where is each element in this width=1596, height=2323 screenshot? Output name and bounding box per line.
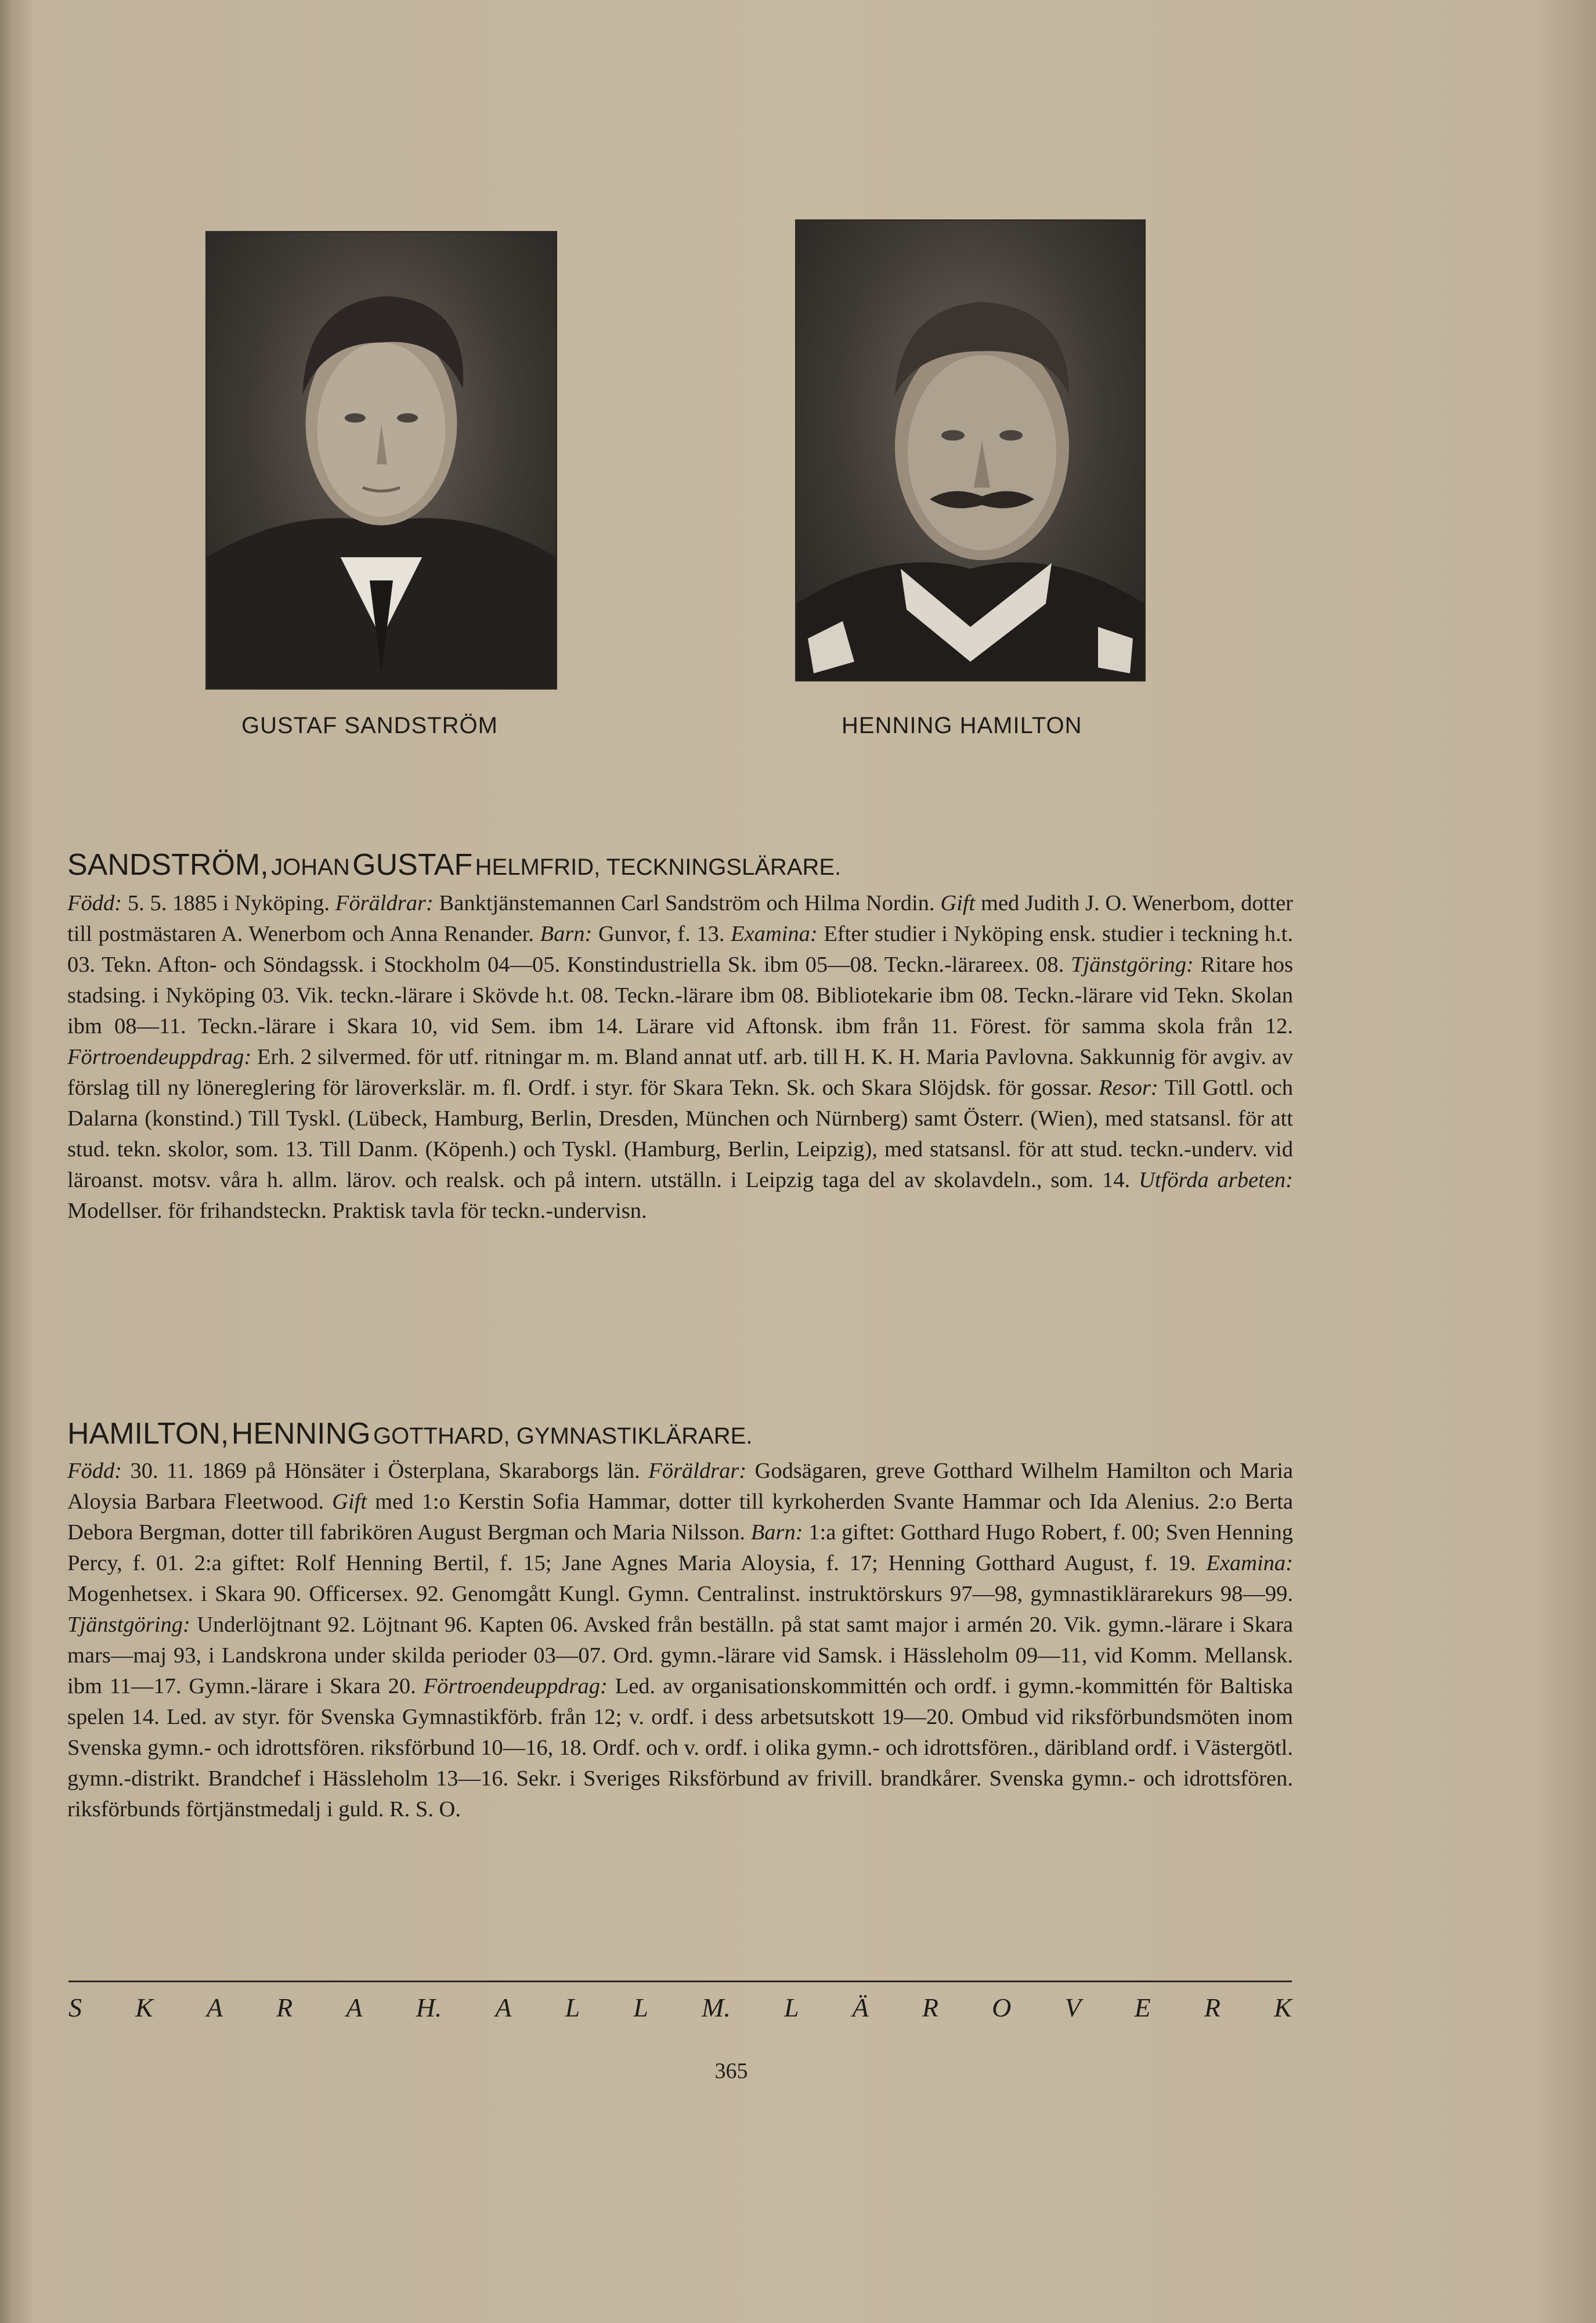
field-text: Erh. 2 silvermed. för utf. ritningar m. m. Bland annat utf. arb. till H. K. H. Maria Pavlovna. Sakkunnig för avgiv. av förslag till ny lönereglering för läroverkslär. m. fl. Ordf. i styr. för Skara Tekn. Sk. och Skara Slöjdsk. för gossar. xyxy=(67,1045,1293,1100)
field-label: Gift xyxy=(940,891,976,915)
field-text: Efter studier i Nyköping ensk. studier i teckning h.t. 03. Tekn. Afton- och Söndagssk. i Stockholm 04—05. Konstindustriella Sk. ibm 05—08. Teckn.-lärareex. 08. xyxy=(67,922,1294,977)
entry-body-sandstrom xyxy=(67,888,1293,1227)
footer-letter: R xyxy=(1204,1993,1221,2022)
field-label: Förtroendeuppdrag: xyxy=(423,1674,608,1698)
entry-heading-hamilton xyxy=(67,1416,752,1451)
portrait-photo-sandstrom xyxy=(205,231,557,690)
field-text: med 1:o Kerstin Sofia Hammar, dotter till kyrkoherden Svante Hammar och Ida Alenius. 2:o Berta Debora Bergman, dotter till fabrikören August Bergman och Maria Nilsson. xyxy=(67,1489,1293,1545)
field-label: Utförda arbeten: xyxy=(1139,1168,1293,1192)
portrait-photo-hamilton xyxy=(795,219,1146,681)
field-label: Examina: xyxy=(731,922,818,946)
field-text: Led. av organisationskommittén och ordf. i gymn.-kommittén för Baltiska spelen 14. Led. av styr. för Svenska Gymnastikförb. från 12; v. ordf. i dess arbetsutskott 19—20. Ombud vid riksförbundsmöten inom Svenska gymn.- och idrottsfören. riksförbund 10—16, 18. Ordf. och v. ordf. i olika gymn.- och idrottsfören., däribland ordf. i Västergötl. gymn.-distrikt. Brandchef i Hässleholm 13—16. Sekr. i Sveriges Riksförbund av frivill. brandkårer. Svenska gymn.- och idrottsfören. riksförbunds förtjänstmedalj i guld. R. S. O. xyxy=(67,1674,1293,1821)
entry-surname: SANDSTRÖM, xyxy=(67,848,269,882)
field-label: Född: xyxy=(67,891,122,915)
field-text: 5. 5. 1885 i Nyköping. xyxy=(122,891,335,915)
entry-given-name: HENNING xyxy=(231,1417,371,1451)
field-label: Barn: xyxy=(750,1520,803,1545)
footer-letter: Ä xyxy=(852,1993,869,2022)
footer-letter: H. xyxy=(416,1993,442,2022)
footer-rule xyxy=(68,1981,1292,1982)
footer-letter: L xyxy=(783,1993,799,2022)
field-text: 30. 11. 1869 på Hönsäter i Österplana, Skaraborgs län. xyxy=(122,1459,649,1483)
field-label: Resor: xyxy=(1099,1076,1158,1100)
photo-caption-right: HENNING HAMILTON xyxy=(842,713,1082,738)
footer-letter: A xyxy=(495,1993,512,2022)
field-text: 1:a giftet: Gotthard Hugo Robert, f. 00; Sven Henning Percy, f. 01. 2:a giftet: Rolf Henning Bertil, f. 15; Jane Agnes Maria Aloysia, f. 17; Henning Gotthard August, f. 19. xyxy=(67,1520,1293,1575)
field-text: med Judith J. O. Wenerbom, dotter till postmästaren A. Wenerbom och Anna Renander. xyxy=(67,891,1293,946)
field-text: Till Gottl. och Dalarna (konstind.) Till Tyskl. (Lübeck, Hamburg, Berlin, Dresden, München och Nürnberg) samt Österr. (Wien), med statsansl. för att stud. tekn. skolor, som. 13. Till Danm. (Köpenh.) och Tyskl. (Hamburg, Berlin, Leipzig), med statsansl. för att stud. teckn.-underv. vid läroanst. motsv. våra h. allm. lärov. och realsk. och på intern. utställn. i Leipzig taga del av skolavdeln., som. 14. xyxy=(67,1076,1293,1192)
field-text: Banktjänstemannen Carl Sandström och Hilma Nordin. xyxy=(433,891,941,915)
field-label: Barn: xyxy=(540,922,593,946)
field-label: Född: xyxy=(67,1459,122,1483)
entry-given-name: JOHAN xyxy=(271,854,350,880)
entry-given-name: GUSTAF xyxy=(352,848,473,882)
footer-letter: E xyxy=(1134,1993,1151,2022)
field-text: Gunvor, f. 13. xyxy=(592,922,731,946)
footer-letter: M. xyxy=(702,1993,731,2022)
footer-letter: S xyxy=(68,1993,82,2022)
footer-letter: L xyxy=(633,1993,648,2022)
footer-letter: A xyxy=(346,1993,363,2022)
footer-letter: K xyxy=(135,1993,153,2022)
footer-letter: K xyxy=(1274,1993,1292,2022)
field-label: Tjänstgöring: xyxy=(67,1613,190,1637)
footer-letter: R xyxy=(276,1993,293,2022)
entry-heading-sandstrom xyxy=(67,847,841,882)
field-label: Förtroendeuppdrag: xyxy=(67,1045,252,1069)
footer-letter: O xyxy=(992,1993,1012,2022)
photo-caption-left: GUSTAF SANDSTRÖM xyxy=(241,713,498,738)
field-text: Godsägaren, greve Gotthard Wilhelm Hamilton och Maria Aloysia Barbara Fleetwood. xyxy=(67,1459,1293,1514)
footer-letter: R xyxy=(922,1993,938,2022)
footer-letter: A xyxy=(206,1993,223,2022)
field-label: Föräldrar: xyxy=(648,1459,747,1483)
field-text: Ritare hos stadsing. i Nyköping 03. Vik. teckn.-lärare i Skövde h.t. 08. Teckn.-lärare ibm 08. Bibliotekarie ibm 08. Teckn.-lärare vid Tekn. Skolan ibm 08—11. Teckn.-lärare i Skara 10, vid Sem. ibm 14. Lärare vid Aftonsk. ibm från 11. Förest. för samma skola från 12. xyxy=(67,953,1293,1038)
field-text: Modellser. för frihandsteckn. Praktisk tavla för teckn.-undervisn. xyxy=(67,1199,647,1223)
entry-given-name-and-title: HELMFRID, TECKNINGSLÄRARE. xyxy=(475,854,842,880)
field-text: Mogenhetsex. i Skara 90. Officersex. 92. Genomgått Kungl. Gymn. Centralinst. instruktörskurs 97—98, gymnastiklärarekurs 98—99. xyxy=(67,1582,1293,1606)
footer-letter: V xyxy=(1064,1993,1081,2022)
footer-letter: L xyxy=(565,1993,580,2022)
entry-given-name-and-title: GOTTHARD, GYMNASTIKLÄRARE. xyxy=(373,1423,753,1449)
field-label: Gift xyxy=(332,1489,367,1514)
entry-surname: HAMILTON, xyxy=(67,1417,229,1451)
field-label: Examina: xyxy=(1206,1551,1293,1575)
entry-body-hamilton xyxy=(67,1456,1293,1825)
running-footer xyxy=(68,1992,1292,2023)
field-label: Tjänstgöring: xyxy=(1071,953,1194,977)
field-text: Underlöjtnant 92. Löjtnant 96. Kapten 06. Avsked från beställn. på stat samt major i armén 20. Vik. gymn.-lärare i Skara mars—maj 93, i Landskrona under skilda perioder 03—07. Ord. gymn.-lärare vid Samsk. i Hässleholm 09—11, vid Komm. Mellansk. ibm 11—17. Gymn.-lärare i Skara 20. xyxy=(67,1613,1293,1698)
field-label: Föräldrar: xyxy=(335,891,434,915)
page-number: 365 xyxy=(714,2059,748,2083)
